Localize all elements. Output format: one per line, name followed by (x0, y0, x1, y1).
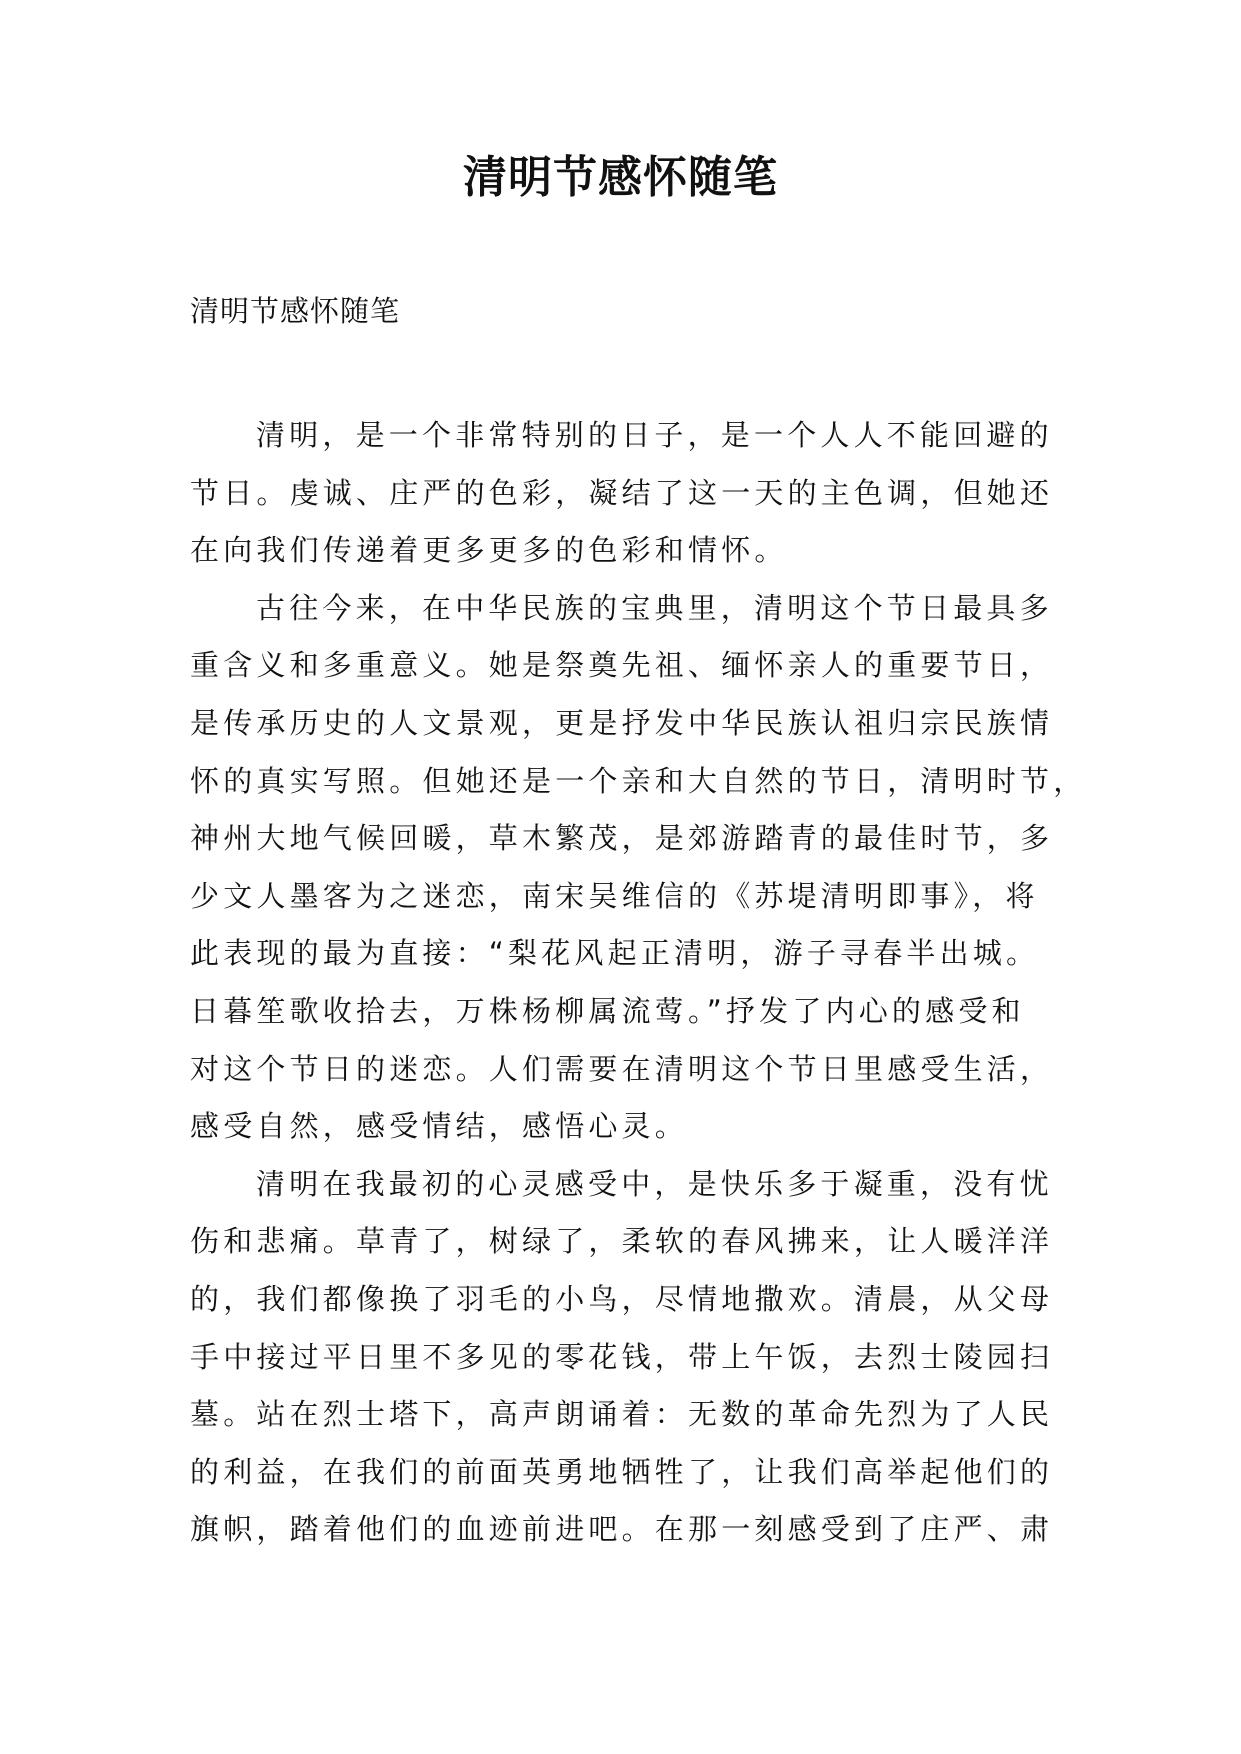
body-line: 手中接过平日里不多见的零花钱，带上午饭，去烈士陵园扫 (190, 1339, 1054, 1374)
body-line: 清明在我最初的心灵感受中，是快乐多于凝重，没有忧 (256, 1166, 1053, 1201)
body-line: 的，我们都像换了羽毛的小鸟，尽情地撒欢。清晨，从父母 (190, 1281, 1054, 1316)
body-line: 少文人墨客为之迷恋，南宋吴维信的《苏堤清明即事》，将 (190, 878, 1039, 913)
body-line: 是传承历史的人文景观，更是抒发中华民族认祖归宗民族情 (190, 705, 1054, 740)
body-line: 对这个节日的迷恋。人们需要在清明这个节日里感受生活， (190, 1051, 1054, 1086)
document-subtitle: 清明节感怀随笔 (190, 294, 401, 328)
body-line: 神州大地气候回暖，草木繁茂，是郊游踏青的最佳时节，多 (190, 821, 1054, 856)
body-line: 日暮笙歌收拾去，万株杨柳属流莺。”抒发了内心的感受和 (190, 993, 1025, 1028)
body-line: 古往今来，在中华民族的宝典里，清明这个节日最具多 (256, 590, 1053, 625)
body-line: 在向我们传递着更多更多的色彩和情怀。 (190, 533, 788, 568)
body-line: 旗帜，踏着他们的血迹前进吧。在那一刻感受到了庄严、肃 (190, 1512, 1054, 1547)
body-line: 伤和悲痛。草青了，树绿了，柔软的春风拂来，让人暖洋洋 (190, 1224, 1054, 1259)
body-line: 感受自然，感受情结，感悟心灵。 (190, 1109, 689, 1144)
body-line: 清明，是一个非常特别的日子，是一个人人不能回避的 (256, 418, 1053, 452)
body-line: 重含义和多重意义。她是祭奠先祖、缅怀亲人的重要节日， (190, 648, 1054, 683)
document-title: 清明节感怀随笔 (463, 152, 778, 203)
body-line: 此表现的最为直接：“梨花风起正清明，游子寻春半出城。 (190, 936, 1040, 971)
body-line: 怀的真实写照。但她还是一个亲和大自然的节日，清明时节， (190, 763, 1087, 798)
document-body (190, 407, 1087, 1559)
body-line: 的利益，在我们的前面英勇地牺牲了，让我们高举起他们的 (190, 1454, 1054, 1489)
body-line: 墓。站在烈士塔下，高声朗诵着：无数的革命先烈为了人民 (190, 1397, 1054, 1432)
body-line: 节日。虔诚、庄严的色彩，凝结了这一天的主色调，但她还 (190, 475, 1054, 510)
